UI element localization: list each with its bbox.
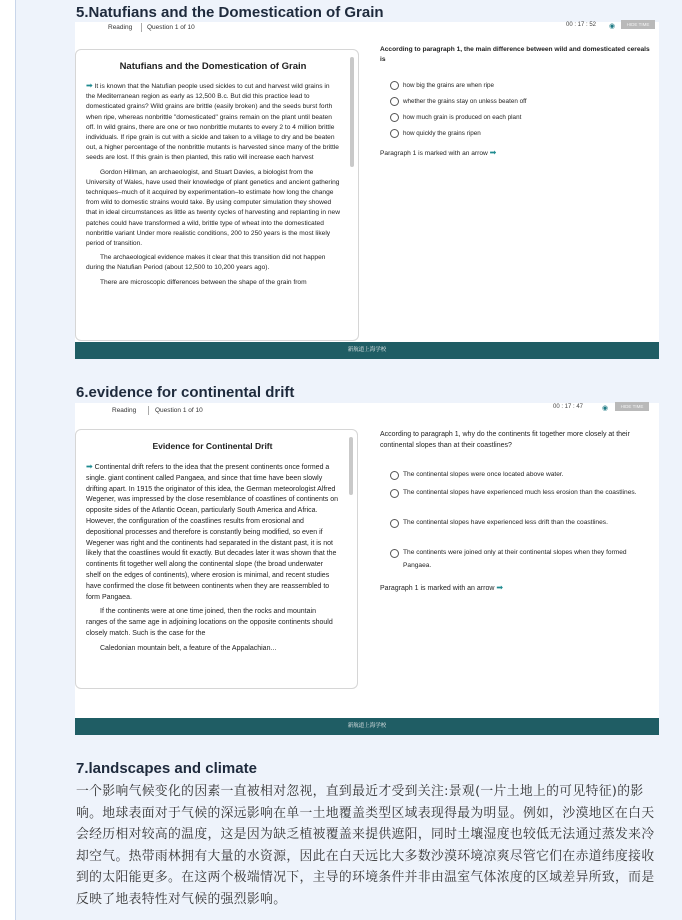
paragraph-note: Paragraph 1 is marked with an arrow ➡ (380, 148, 497, 157)
answer-option[interactable]: how big the grains are when ripe (390, 81, 655, 91)
passage-text (86, 462, 339, 659)
paragraph: Caledonian mountain belt, a feature of the Appalachian... (100, 644, 277, 652)
passage-title: Natufians and the Domestication of Grain (119, 61, 307, 72)
radio-button[interactable] (390, 81, 399, 90)
test-topbar (75, 403, 659, 421)
hide-time-button[interactable]: HIDE TIME (621, 20, 655, 29)
section-heading: 5.Natufians and the Domestication of Grain (76, 4, 384, 21)
radio-button[interactable] (390, 129, 399, 138)
passage-panel (75, 429, 358, 689)
passage-panel (75, 49, 359, 341)
arrow-right-icon: ➡ (86, 81, 93, 90)
footer-banner: 新航道上海学校 (75, 718, 659, 735)
timer: 00 : 17 : 47 (553, 404, 584, 410)
question-counter: Question 1 of 10 (155, 407, 203, 414)
paragraph: Gordon Hillman, an archaeologist, and Stuart Davies, a biologist from the University of Wales, have used their knowledge of plant genetics and ancient gathering techniques–much of it acquired by experimentation–to estimate how long the change from wild to domestic strains would take. By using computer simulation they showed that in ideal circumstances as little as twenty cycles of harvesting and replanting in new patches could have transformed a wild, brittle type of wheat into the domesticated nonbrittle variant Under more realistic conditions, 200 to 250 years is the most likely period of transition. (86, 168, 340, 248)
answer-option[interactable]: how quickly the grains ripen (390, 129, 655, 139)
passage-text (86, 81, 340, 292)
paragraph: The archaeological evidence makes it clear that this transition did not happen during the Natufian Period (about 12,500 to 10,200 years ago). (86, 254, 326, 272)
eye-icon[interactable]: ◉ (609, 23, 616, 30)
section-heading: 6.evidence for continental drift (76, 384, 295, 401)
arrow-right-icon: ➡ (496, 583, 504, 592)
hide-time-button[interactable]: HIDE TIME (615, 402, 649, 411)
answer-option[interactable]: The continental slopes were once located above water. (390, 469, 655, 482)
paragraph: If the continents were at one time joined, then the rocks and mountain ranges of the same age in adjoining locations on the opposite continents should closely match. Such is the case for the (86, 608, 333, 637)
answer-option[interactable]: whether the grains stay on unless beaten off (390, 97, 655, 107)
toefl-screenshot (75, 22, 659, 342)
section-body-text: 一个影响气候变化的因素一直被相对忽视，直到最近才受到关注:景观(一片土地上的可见特征)的影响。地球表面对于气候的深远影响在单一土地覆盖类型区域表现得最为明显。例如，沙漠地区在白天会经历相对较高的温度，这是因为缺乏植被覆盖来提供遮阳，同时土壤湿度也较低无法通过蒸发来冷却空气。热带雨林拥有大量的水资源，因此在白天远比大多数沙漠环境凉爽尽管它们在赤道纬度接收到的太阳能更多。在这两个极端情况下，主导的环境条件并非由温室气体浓度的区域差异所致，而是反映了地表特性对气候的强烈影响。 (76, 784, 655, 907)
radio-button[interactable] (390, 489, 399, 498)
question-text: According to paragraph 1, the main difference between wild and domesticated cereals is (380, 46, 650, 63)
answer-option[interactable]: The continental slopes have experienced much less erosion than the coastlines. (390, 487, 655, 500)
scrollbar[interactable] (349, 437, 353, 495)
radio-button[interactable] (390, 549, 399, 558)
radio-button[interactable] (390, 471, 399, 480)
section-label: Reading (108, 24, 133, 31)
section-heading: 7.landscapes and climate (76, 760, 257, 777)
question-text: According to paragraph 1, why do the continents fit together more closely at their continental slopes than at their coastlines? (380, 431, 630, 449)
paragraph: ➡ It is known that the Natufian people used sickles to cut and harvest wild grains in the Mediterranean region as early as 12,500 B.c. But did this practice lead to domesticated grains? Wild grains are brittle (easily broken) and the seeds burst forth when ripe, whereas nonbrittle "domesticated" grains remain on the plant until beaten off. In wild grains, there are one or two nonbrittle mutants to every 2 to 4 million brittle individuals. If ripe grain is cut with a sickle and taken to a village to dry and be beaten out, a higher percentage of the nonbrittle mutants is harvested since many of the brittle seeds are lost. If this grain is then planted, this ratio will increase each harvest (86, 81, 339, 162)
divider (141, 23, 142, 32)
arrow-right-icon: ➡ (489, 148, 497, 157)
answer-option[interactable]: The continents were joined only at their continental slopes when they formed Pangaea. (390, 547, 655, 572)
section-label: Reading (112, 407, 137, 414)
toefl-screenshot (75, 403, 659, 718)
scrollbar[interactable] (350, 57, 354, 167)
divider (148, 406, 149, 415)
arrow-right-icon: ➡ (86, 462, 93, 471)
radio-button[interactable] (390, 97, 399, 106)
paragraph: There are microscopic differences between the shape of the grain from (100, 278, 307, 286)
timer: 00 : 17 : 52 (566, 22, 597, 28)
eye-icon[interactable]: ◉ (602, 405, 609, 412)
radio-button[interactable] (390, 519, 399, 528)
paragraph: ➡ Continental drift refers to the idea that the present continents once formed a single. giant continent called Pangaea, and since that time have been slowly drifting apart. In 1915 the originator of this idea, the German meteorologist Alfred Wegener, was impressed by the close resemblance of coastlines of continents on opposite sides of the Atlantic Ocean, particularly South America and Africa. However, the configuration of the coastlines results from erosional and depositional processes and therefore is constantly being modified, so even if Wegener was right and the continents had separated in the distant past, it is not likely that the coastlines would fit exactly. But decades later it was shown that the continents fit together well along the continental slope (the broad underwater shelf on the edges of continents), where erosion is minimal, and recent studies have confirmed the close fit between continents when they are reassembled to form Pangaea. (86, 462, 339, 601)
test-topbar (75, 22, 659, 40)
answer-option[interactable]: how much grain is produced on each plant (390, 113, 655, 123)
question-counter: Question 1 of 10 (147, 24, 195, 31)
answer-option[interactable]: The continental slopes have experienced less drift than the coastlines. (390, 517, 655, 530)
passage-title: Evidence for Continental Drift (152, 441, 273, 451)
radio-button[interactable] (390, 113, 399, 122)
paragraph-note: Paragraph 1 is marked with an arrow ➡ (380, 583, 504, 592)
footer-banner: 新航道上海学校 (75, 342, 659, 359)
